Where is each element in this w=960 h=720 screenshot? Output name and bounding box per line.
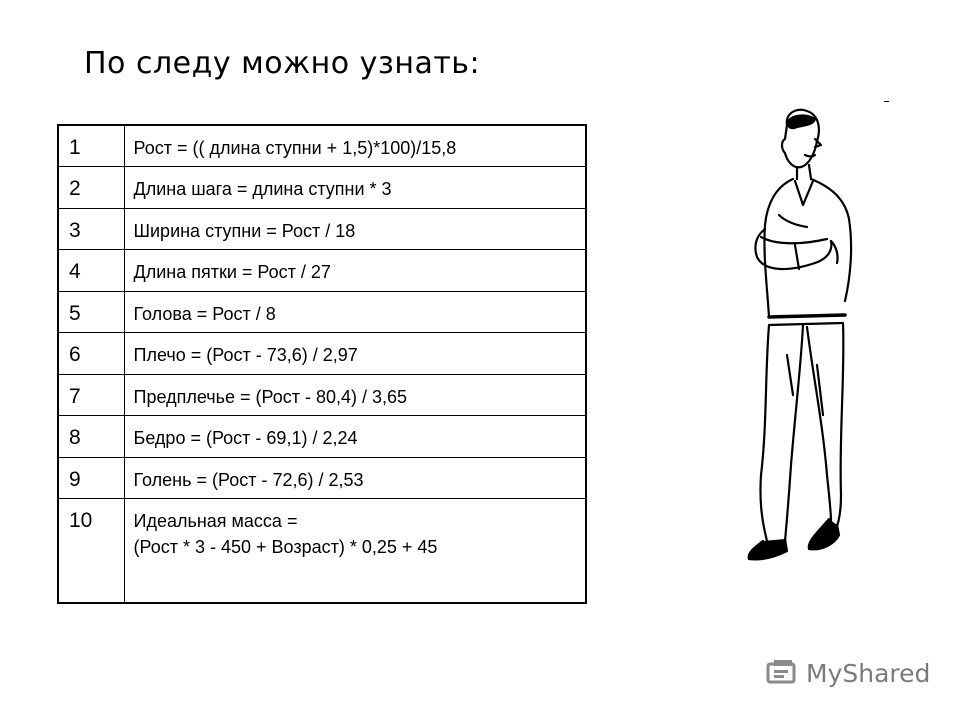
row-formula	[124, 208, 586, 250]
table-row	[58, 333, 586, 375]
watermark-text: MyShared	[806, 658, 931, 688]
formula-line: Длина шага = длина ступни * 3	[133, 179, 392, 199]
table-row	[58, 208, 586, 250]
table-row	[58, 499, 586, 603]
formula-line: Голова = Рост / 8	[133, 303, 276, 324]
myshared-logo-icon	[766, 658, 800, 688]
formula-line: Ширина ступни = Рост / 18	[133, 220, 356, 241]
row-formula	[124, 125, 586, 167]
row-number: 2	[58, 167, 124, 209]
row-formula	[124, 250, 586, 292]
row-number: 1	[58, 125, 124, 167]
formula-line: Длина пятки = Рост / 27	[133, 262, 331, 282]
table-row	[58, 416, 586, 458]
formula-line: Плечо = (Рост - 73,6) / 2,97	[133, 345, 358, 365]
formula-line: Предплечье = (Рост - 80,4) / 3,65	[133, 386, 408, 407]
table-row	[58, 457, 586, 499]
row-formula	[124, 291, 586, 333]
row-formula	[124, 333, 586, 375]
formula-table	[57, 124, 587, 604]
row-number: 10	[58, 499, 124, 603]
formula-line: (Рост * 3 - 450 + Возраст) * 0,25 + 45	[133, 537, 438, 557]
formula-line: Голень = (Рост - 72,6) / 2,53	[133, 469, 364, 490]
table-row	[58, 167, 586, 209]
standing-man-illustration	[735, 95, 875, 585]
row-formula	[124, 457, 586, 499]
row-formula	[124, 416, 586, 458]
table-row	[58, 374, 586, 416]
row-formula	[124, 374, 586, 416]
watermark-logo	[766, 655, 930, 691]
row-number: 7	[58, 374, 124, 416]
slide-title: По следу можно узнать:	[84, 46, 481, 81]
row-number: 8	[58, 416, 124, 458]
row-number: 6	[58, 333, 124, 375]
table-row	[58, 125, 586, 167]
row-number: 5	[58, 291, 124, 333]
row-formula	[124, 499, 586, 603]
formula-line: Бедро = (Рост - 69,1) / 2,24	[133, 428, 358, 448]
row-formula	[124, 167, 586, 209]
row-number: 9	[58, 457, 124, 499]
row-number: 4	[58, 250, 124, 292]
formula-line: Идеальная масса =	[133, 511, 298, 531]
formula-line: Рост = (( длина ступни + 1,5)*100)/15,8	[133, 138, 457, 158]
table-row	[58, 250, 586, 292]
row-number: 3	[58, 208, 124, 250]
stray-mark	[884, 101, 889, 102]
table-row	[58, 291, 586, 333]
